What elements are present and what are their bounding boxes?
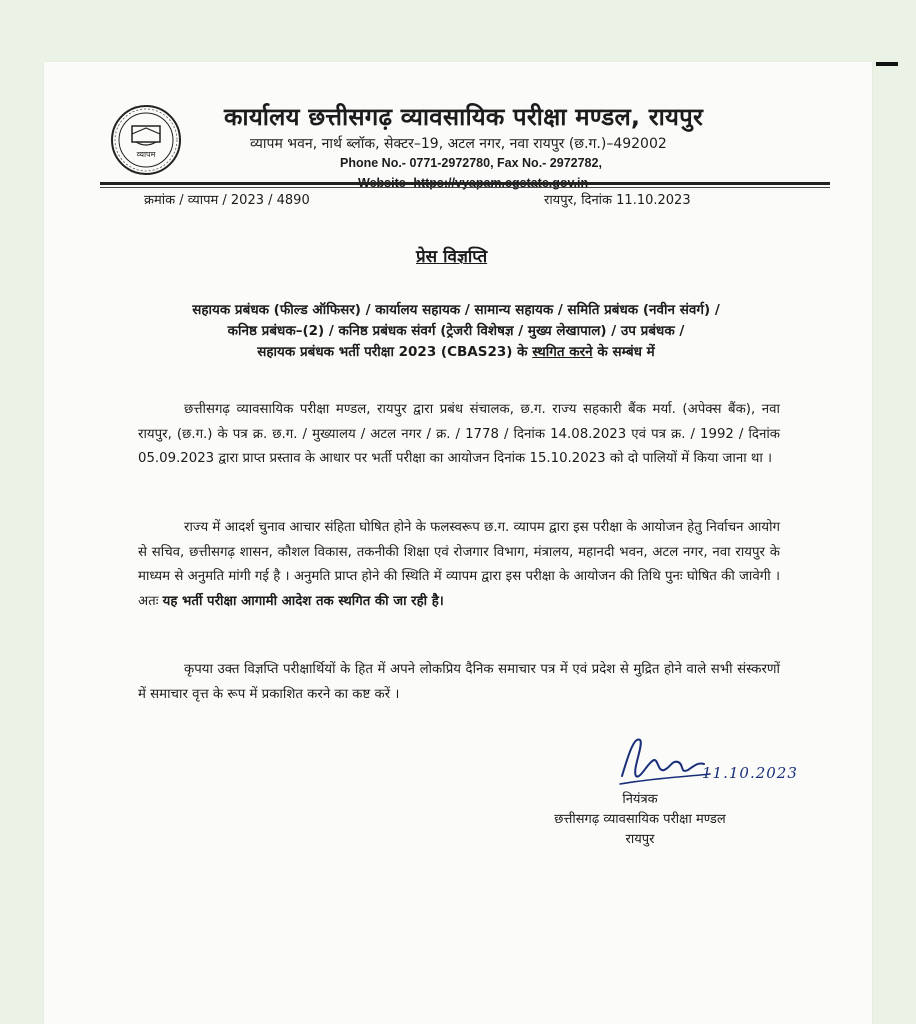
- seal-text: व्यापम: [136, 150, 156, 159]
- handwritten-date: 11.10.2023: [702, 764, 798, 782]
- signatory-city: रायपुर: [625, 832, 655, 847]
- header-rule-thin: [100, 187, 830, 188]
- header-rule-thick: [100, 182, 830, 185]
- subject-line-3: [130, 342, 782, 363]
- handwritten-signature: [614, 726, 814, 792]
- paragraph-1: [138, 398, 780, 472]
- subject-line-1: सहायक प्रबंधक (फील्ड ऑफिसर) / कार्यालय सहायक / सामान्य सहायक / समिति प्रबंधक (नवीन संवर्ग) /: [192, 302, 720, 318]
- paragraph-2-emphasis: यह भर्ती परीक्षा आगामी आदेश तक स्थगित की जा रही है।: [162, 593, 444, 609]
- subject-block: [130, 300, 782, 363]
- signatory-designation: नियंत्रक: [622, 792, 658, 807]
- subject-line-3-c: के सम्बंध में: [592, 344, 655, 360]
- signatory-organization: छत्तीसगढ़ व्यावसायिक परीक्षा मण्डल: [554, 812, 726, 827]
- paragraph-1-text: छत्तीसगढ़ व्यावसायिक परीक्षा मण्डल, रायपुर द्वारा प्रबंध संचालक, छ.ग. राज्य सहकारी बैंक मर्या. (अपेक्स बैंक), नवा रायपुर, (छ.ग.) के पत्र क्र. छ.ग. / मुख्यालय / अटल नगर / क्र. / 1778 / दिनांक 14.08.2023 एवं पत्र क्र. / 1992 / दिनांक 05.09.2023 द्वारा प्राप्त प्रस्ताव के आधार पर भर्ती परीक्षा का आयोजन दिनांक 15.10.2023 को दो पालियों में किया जाना था ।: [138, 402, 780, 466]
- scan-edge-mark: [876, 62, 898, 66]
- reference-number: क्रमांक / व्यापम / 2023 / 4890: [144, 193, 310, 208]
- paragraph-3-text: कृपया उक्त विज्ञप्ति परीक्षार्थियों के हित में अपने लोकप्रिय दैनिक समाचार पत्र में एवं प्रदेश से मुद्रित होने वाले सभी संस्करणों में समाचार वृत्त के रूप में प्रकाशित करने का कष्ट करें ।: [138, 662, 780, 702]
- office-title: कार्यालय छत्तीसगढ़ व्यावसायिक परीक्षा मण्डल, रायपुर: [224, 103, 703, 131]
- press-release-title: प्रेस विज्ञप्ति: [416, 247, 488, 267]
- reference-date: रायपुर, दिनांक 11.10.2023: [544, 193, 691, 208]
- document-page: [44, 62, 872, 1024]
- paragraph-2-text: राज्य में आदर्श चुनाव आचार संहिता घोषित होने के फलस्वरूप छ.ग. व्यापम द्वारा इस परीक्षा के आयोजन हेतु निर्वाचन आयोग से सचिव, छत्तीसगढ़ शासन, कौशल विकास, तकनीकी शिक्षा एवं रोजगार विभाग, मंत्रालय, महानदी भवन, अटल नगर, नवा रायपुर के माध्यम से अनुमति मांगी गई है । अनुमति प्राप्त होने की स्थिति में व्यापम द्वारा इस परीक्षा के आयोजन की तिथि पुनः घोषित की जावेगी । अतः: [138, 520, 780, 609]
- subject-line-3-a: सहायक प्रबंधक भर्ती परीक्षा 2023 (CBAS23) के: [257, 344, 533, 360]
- subject-postponed-text: स्थगित करने: [532, 344, 593, 360]
- office-phone: Phone No.- 0771-2972780, Fax No.- 2972782,: [340, 156, 602, 170]
- paragraph-2: [138, 516, 780, 614]
- signatory-block: [520, 790, 760, 850]
- vyapam-seal-icon: [110, 104, 182, 176]
- subject-line-2: कनिष्ठ प्रबंधक–(2) / कनिष्ठ प्रबंधक संवर्ग (ट्रेजरी विशेषज्ञ / मुख्य लेखापाल) / उप प्रबंधक /: [227, 323, 685, 339]
- paragraph-3: [138, 658, 780, 707]
- office-address: व्यापम भवन, नार्थ ब्लॉक, सेक्टर–19, अटल नगर, नवा रायपुर (छ.ग.)–492002: [250, 136, 667, 152]
